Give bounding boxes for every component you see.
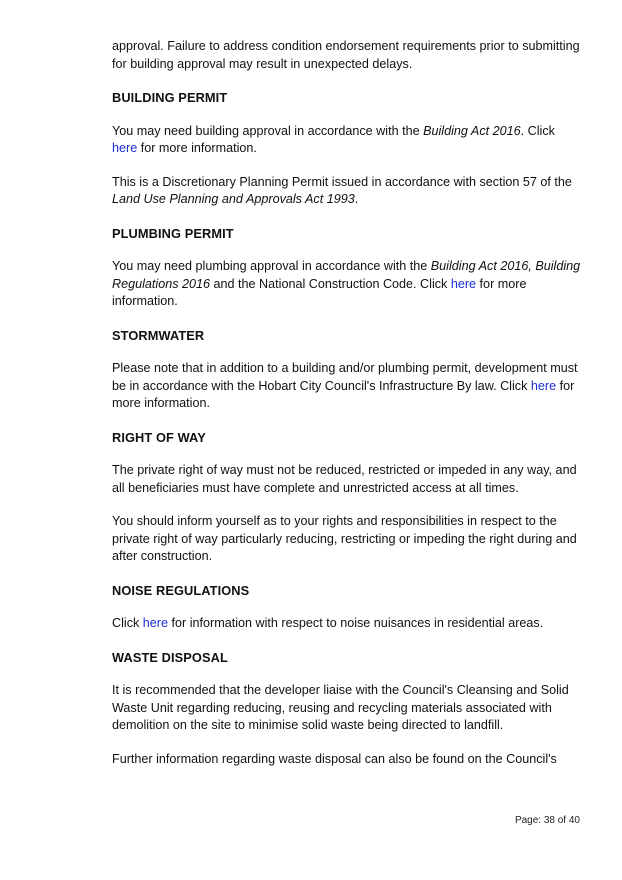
act-name: Land Use Planning and Approvals Act 1993	[112, 192, 355, 206]
spacer	[112, 735, 584, 751]
page-number: Page: 38 of 40	[514, 815, 580, 826]
building-permit-paragraph-1	[112, 123, 584, 158]
spacer	[112, 413, 584, 429]
spacer	[112, 566, 584, 582]
text-segment: for more information.	[112, 276, 527, 308]
spacer	[112, 599, 584, 615]
waste-disposal-paragraph-1: It is recommended that the developer liaise with the Council's Cleansing and Solid Waste Unit regarding reducing, reusing and recycling materials associated with demolition on the site to minimise solid waste being directed to landfill.	[112, 683, 569, 732]
text-segment: Click	[112, 616, 143, 630]
text-segment: for more information.	[112, 378, 575, 410]
spacer	[112, 73, 584, 89]
spacer	[112, 666, 584, 682]
waste-disposal-paragraph-2: Further information regarding waste disposal can also be found on the Council's	[112, 751, 557, 766]
spacer	[112, 242, 584, 258]
text-segment: for more information.	[137, 141, 257, 155]
stormwater-here-link[interactable]: here	[530, 378, 557, 393]
act-name: Building Act 2016	[430, 259, 529, 273]
spacer	[112, 497, 584, 513]
text-segment: You may need building approval in accordance with the	[112, 123, 424, 138]
text-segment: for information with respect to noise nuisances in residential areas.	[168, 616, 544, 630]
text-segment: and the National Construction Code. Click	[210, 276, 451, 291]
text-segment: You may need plumbing approval in accordance with the	[112, 259, 431, 273]
noise-regulations-here-link[interactable]: here	[142, 616, 169, 630]
spacer	[112, 311, 584, 327]
section-heading-plumbing-permit: PLUMBING PERMIT	[112, 225, 234, 241]
text-segment: Please note that in addition to a building and/or plumbing permit, development must be in accordance with the Hobart City Council's Infrastructure By law. Click	[112, 361, 578, 393]
plumbing-permit-paragraph-1	[112, 258, 584, 311]
text-segment: This is a Discretionary Planning Permit issued in accordance with section 57 of the	[112, 174, 572, 189]
building-permit-here-link[interactable]: here	[112, 141, 138, 155]
text-segment: .	[354, 192, 359, 206]
noise-regulations-paragraph-1	[112, 615, 584, 633]
spacer	[112, 633, 584, 649]
section-heading-waste-disposal: WASTE DISPOSAL	[112, 649, 228, 665]
section-heading-right-of-way: RIGHT OF WAY	[112, 429, 206, 445]
spacer	[112, 158, 584, 174]
stormwater-paragraph-1	[112, 360, 584, 413]
section-heading-building-permit: BUILDING PERMIT	[112, 90, 228, 105]
right-of-way-paragraph-1: The private right of way must not be reduced, restricted or impeded in any way, and all beneficiaries must have complete and unrestricted access at all times.	[112, 463, 577, 495]
section-heading-noise-regulations: NOISE REGULATIONS	[112, 582, 250, 598]
text-segment: ,	[528, 259, 536, 273]
building-permit-paragraph-2	[112, 174, 584, 209]
right-of-way-paragraph-2: You should inform yourself as to your rights and responsibilities in respect to the private right of way particularly reducing, restricting or impeding the right during and after construction.	[112, 514, 577, 563]
section-heading-stormwater: STORMWATER	[112, 327, 205, 343]
text-segment: . Click	[520, 123, 555, 138]
spacer	[112, 344, 584, 360]
spacer	[112, 446, 584, 462]
spacer	[112, 209, 584, 225]
spacer	[112, 107, 584, 123]
act-name: Building Act 2016	[423, 123, 521, 138]
intro-paragraph	[112, 38, 584, 73]
regulation-name: Building Regulations 2016	[112, 259, 581, 291]
document-body	[112, 38, 584, 768]
plumbing-permit-here-link[interactable]: here	[450, 276, 477, 291]
intro-text: approval. Failure to address condition endorsement requirements prior to submitting for building approval may result in unexpected delays.	[112, 39, 580, 71]
